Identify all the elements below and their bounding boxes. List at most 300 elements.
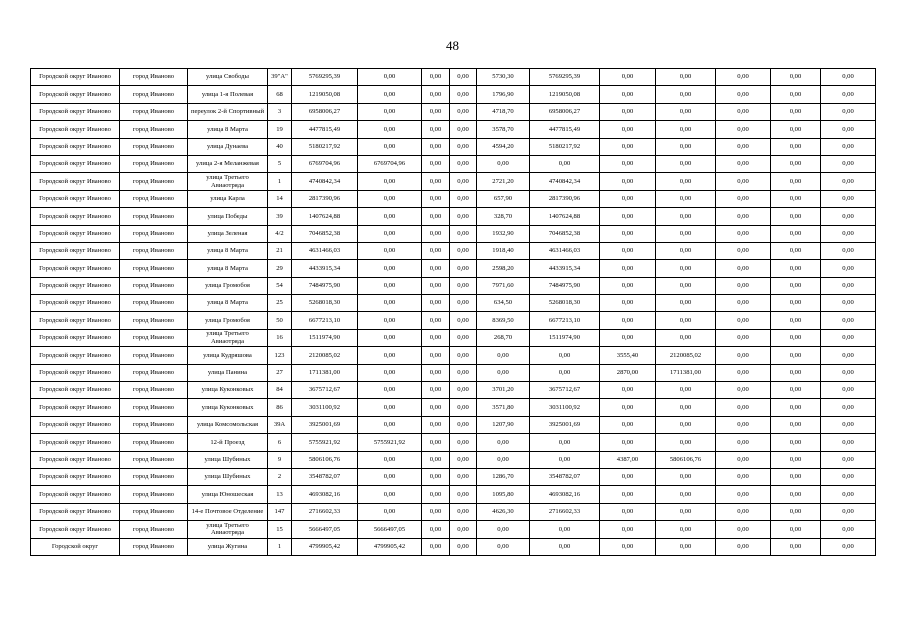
area-cell: 0,00 bbox=[600, 69, 656, 86]
municipality-cell: Городской округ Иваново bbox=[31, 208, 120, 225]
municipality-cell: Городской округ Иваново bbox=[31, 486, 120, 503]
municipality-cell: Городской округ Иваново bbox=[31, 347, 120, 364]
amount-cell: 0,00 bbox=[422, 538, 450, 555]
amount-cell: 0,00 bbox=[771, 121, 821, 138]
municipality-cell: Городской округ Иваново bbox=[31, 416, 120, 433]
settlement-cell: город Иваново bbox=[120, 399, 188, 416]
amount-cell: 0,00 bbox=[716, 155, 771, 172]
amount-cell: 0,00 bbox=[422, 521, 450, 538]
amount-cell: 0,00 bbox=[771, 242, 821, 259]
municipality-cell: Городской округ Иваново bbox=[31, 138, 120, 155]
house-number-cell: 29 bbox=[268, 260, 292, 277]
table-row bbox=[31, 295, 876, 312]
street-cell: улица 8 Марта bbox=[188, 295, 268, 312]
amount-cell: 1711381,00 bbox=[656, 364, 716, 381]
municipality-cell: Городской округ Иваново bbox=[31, 468, 120, 485]
amount-cell: 0,00 bbox=[771, 451, 821, 468]
amount-cell: 0,00 bbox=[716, 295, 771, 312]
amount-cell: 0,00 bbox=[771, 521, 821, 538]
amount-cell: 0,00 bbox=[821, 208, 876, 225]
total-cost-cell: 6769704,96 bbox=[292, 155, 358, 172]
amount-cell: 0,00 bbox=[771, 155, 821, 172]
table-row bbox=[31, 260, 876, 277]
municipality-cell: Городской округ Иваново bbox=[31, 434, 120, 451]
amount-cell: 0,00 bbox=[422, 364, 450, 381]
amount-cell: 0,00 bbox=[656, 538, 716, 555]
area-cell: 0,00 bbox=[600, 190, 656, 207]
amount-cell: 0,00 bbox=[358, 364, 422, 381]
amount-cell: 0,00 bbox=[656, 225, 716, 242]
amount-cell: 0,00 bbox=[821, 399, 876, 416]
total-cost-cell: 3548782,07 bbox=[292, 468, 358, 485]
amount-cell: 0,00 bbox=[358, 468, 422, 485]
amount-cell: 0,00 bbox=[450, 486, 477, 503]
amount-cell: 0,00 bbox=[821, 451, 876, 468]
table-row bbox=[31, 364, 876, 381]
municipality-cell: Городской округ Иваново bbox=[31, 503, 120, 520]
amount-cell: 0,00 bbox=[771, 434, 821, 451]
area-cell: 0,00 bbox=[600, 434, 656, 451]
street-cell: 12-й Проезд bbox=[188, 434, 268, 451]
settlement-cell: город Иваново bbox=[120, 364, 188, 381]
settlement-cell: город Иваново bbox=[120, 138, 188, 155]
amount-cell: 7046852,38 bbox=[530, 225, 600, 242]
table-row bbox=[31, 103, 876, 120]
amount-cell: 0,00 bbox=[656, 486, 716, 503]
amount-cell: 4433915,34 bbox=[530, 260, 600, 277]
amount-cell: 0,00 bbox=[656, 416, 716, 433]
amount-cell: 0,00 bbox=[450, 103, 477, 120]
municipality-cell: Городской округ Иваново bbox=[31, 399, 120, 416]
table-row bbox=[31, 347, 876, 364]
table-row bbox=[31, 69, 876, 86]
total-cost-cell: 6677213,10 bbox=[292, 312, 358, 329]
municipality-cell: Городской округ Иваново bbox=[31, 103, 120, 120]
page-number: 48 bbox=[446, 38, 459, 53]
municipality-cell: Городской округ Иваново bbox=[31, 242, 120, 259]
area-cell: 0,00 bbox=[477, 347, 530, 364]
total-cost-cell: 4799905,42 bbox=[292, 538, 358, 555]
amount-cell: 0,00 bbox=[358, 260, 422, 277]
amount-cell: 0,00 bbox=[716, 468, 771, 485]
area-cell: 3571,80 bbox=[477, 399, 530, 416]
amount-cell: 0,00 bbox=[821, 382, 876, 399]
table-row bbox=[31, 521, 876, 538]
settlement-cell: город Иваново bbox=[120, 225, 188, 242]
total-cost-cell: 6958006,27 bbox=[292, 103, 358, 120]
street-cell: улица Громобоя bbox=[188, 277, 268, 294]
amount-cell: 0,00 bbox=[771, 295, 821, 312]
area-cell: 328,70 bbox=[477, 208, 530, 225]
amount-cell: 0,00 bbox=[358, 312, 422, 329]
amount-cell: 0,00 bbox=[716, 399, 771, 416]
total-cost-cell: 5755921,92 bbox=[292, 434, 358, 451]
amount-cell: 0,00 bbox=[656, 242, 716, 259]
amount-cell: 0,00 bbox=[716, 486, 771, 503]
amount-cell: 0,00 bbox=[422, 138, 450, 155]
amount-cell: 0,00 bbox=[771, 208, 821, 225]
street-cell: улица Шубиных bbox=[188, 451, 268, 468]
amount-cell: 0,00 bbox=[821, 434, 876, 451]
amount-cell: 0,00 bbox=[422, 86, 450, 103]
area-cell: 0,00 bbox=[600, 312, 656, 329]
amount-cell: 0,00 bbox=[656, 521, 716, 538]
amount-cell: 0,00 bbox=[656, 312, 716, 329]
street-cell: улица Юношеская bbox=[188, 486, 268, 503]
amount-cell: 0,00 bbox=[450, 242, 477, 259]
amount-cell: 0,00 bbox=[716, 347, 771, 364]
amount-cell: 0,00 bbox=[422, 329, 450, 346]
amount-cell: 0,00 bbox=[716, 382, 771, 399]
area-cell: 0,00 bbox=[477, 434, 530, 451]
amount-cell: 0,00 bbox=[422, 486, 450, 503]
amount-cell: 0,00 bbox=[656, 277, 716, 294]
total-cost-cell: 5268018,30 bbox=[292, 295, 358, 312]
amount-cell: 0,00 bbox=[450, 208, 477, 225]
amount-cell: 0,00 bbox=[771, 416, 821, 433]
total-cost-cell: 1219050,08 bbox=[292, 86, 358, 103]
total-cost-cell: 3675712,67 bbox=[292, 382, 358, 399]
amount-cell: 0,00 bbox=[358, 208, 422, 225]
amount-cell: 0,00 bbox=[771, 173, 821, 190]
amount-cell: 0,00 bbox=[422, 277, 450, 294]
table-row bbox=[31, 225, 876, 242]
amount-cell: 0,00 bbox=[821, 138, 876, 155]
amount-cell: 0,00 bbox=[358, 103, 422, 120]
area-cell: 0,00 bbox=[600, 121, 656, 138]
table-row bbox=[31, 312, 876, 329]
municipality-cell: Городской округ Иваново bbox=[31, 155, 120, 172]
area-cell: 0,00 bbox=[600, 225, 656, 242]
house-number-cell: 25 bbox=[268, 295, 292, 312]
municipality-cell: Городской округ Иваново bbox=[31, 312, 120, 329]
amount-cell: 0,00 bbox=[771, 138, 821, 155]
table-body bbox=[31, 69, 876, 556]
area-cell: 2598,20 bbox=[477, 260, 530, 277]
area-cell: 3578,70 bbox=[477, 121, 530, 138]
street-cell: переулок 2-й Спортивный bbox=[188, 103, 268, 120]
amount-cell: 0,00 bbox=[716, 190, 771, 207]
amount-cell: 0,00 bbox=[716, 416, 771, 433]
amount-cell: 2120085,02 bbox=[656, 347, 716, 364]
settlement-cell: город Иваново bbox=[120, 329, 188, 346]
amount-cell: 0,00 bbox=[422, 208, 450, 225]
amount-cell: 0,00 bbox=[716, 208, 771, 225]
area-cell: 0,00 bbox=[600, 86, 656, 103]
amount-cell: 0,00 bbox=[771, 69, 821, 86]
area-cell: 0,00 bbox=[600, 173, 656, 190]
amount-cell: 0,00 bbox=[450, 295, 477, 312]
area-cell: 0,00 bbox=[600, 329, 656, 346]
amount-cell: 0,00 bbox=[450, 347, 477, 364]
street-cell: улица Третьего Авиаотряда bbox=[188, 329, 268, 346]
table-row bbox=[31, 277, 876, 294]
street-cell: улица Жугина bbox=[188, 538, 268, 555]
total-cost-cell: 2120085,02 bbox=[292, 347, 358, 364]
area-cell: 0,00 bbox=[600, 486, 656, 503]
house-number-cell: 3 bbox=[268, 103, 292, 120]
amount-cell: 0,00 bbox=[656, 138, 716, 155]
settlement-cell: город Иваново bbox=[120, 521, 188, 538]
amount-cell: 0,00 bbox=[821, 468, 876, 485]
area-cell: 1286,70 bbox=[477, 468, 530, 485]
amount-cell: 5755921,92 bbox=[358, 434, 422, 451]
amount-cell: 0,00 bbox=[450, 190, 477, 207]
street-cell: улица Комсомольская bbox=[188, 416, 268, 433]
settlement-cell: город Иваново bbox=[120, 173, 188, 190]
amount-cell: 0,00 bbox=[358, 416, 422, 433]
amount-cell: 0,00 bbox=[530, 521, 600, 538]
table-row bbox=[31, 208, 876, 225]
total-cost-cell: 5666497,05 bbox=[292, 521, 358, 538]
amount-cell: 6677213,10 bbox=[530, 312, 600, 329]
table-row bbox=[31, 451, 876, 468]
area-cell: 1095,80 bbox=[477, 486, 530, 503]
street-cell: улица 8 Марта bbox=[188, 260, 268, 277]
amount-cell: 0,00 bbox=[530, 364, 600, 381]
amount-cell: 0,00 bbox=[450, 503, 477, 520]
settlement-cell: город Иваново bbox=[120, 295, 188, 312]
amount-cell: 0,00 bbox=[422, 399, 450, 416]
amount-cell: 0,00 bbox=[821, 364, 876, 381]
amount-cell: 0,00 bbox=[821, 347, 876, 364]
amount-cell: 0,00 bbox=[656, 295, 716, 312]
amount-cell: 4477815,49 bbox=[530, 121, 600, 138]
area-cell: 0,00 bbox=[600, 260, 656, 277]
amount-cell: 0,00 bbox=[358, 69, 422, 86]
municipality-cell: Городской округ Иваново bbox=[31, 190, 120, 207]
amount-cell: 0,00 bbox=[530, 155, 600, 172]
house-number-cell: 39"А" bbox=[268, 69, 292, 86]
settlement-cell: город Иваново bbox=[120, 434, 188, 451]
table-row bbox=[31, 382, 876, 399]
amount-cell: 0,00 bbox=[716, 69, 771, 86]
house-number-cell: 1 bbox=[268, 173, 292, 190]
amount-cell: 0,00 bbox=[422, 260, 450, 277]
table-row bbox=[31, 86, 876, 103]
amount-cell: 0,00 bbox=[771, 329, 821, 346]
amount-cell: 7484975,90 bbox=[530, 277, 600, 294]
amount-cell: 0,00 bbox=[656, 121, 716, 138]
amount-cell: 5180217,92 bbox=[530, 138, 600, 155]
amount-cell: 5806106,76 bbox=[656, 451, 716, 468]
amount-cell: 0,00 bbox=[716, 503, 771, 520]
table-row bbox=[31, 503, 876, 520]
amount-cell: 0,00 bbox=[656, 468, 716, 485]
area-cell: 0,00 bbox=[600, 416, 656, 433]
settlement-cell: город Иваново bbox=[120, 277, 188, 294]
total-cost-cell: 3031100,92 bbox=[292, 399, 358, 416]
municipality-cell: Городской округ Иваново bbox=[31, 329, 120, 346]
house-number-cell: 14 bbox=[268, 190, 292, 207]
amount-cell: 0,00 bbox=[656, 103, 716, 120]
total-cost-cell: 5180217,92 bbox=[292, 138, 358, 155]
amount-cell: 0,00 bbox=[450, 312, 477, 329]
total-cost-cell: 4477815,49 bbox=[292, 121, 358, 138]
amount-cell: 2716602,33 bbox=[530, 503, 600, 520]
amount-cell: 0,00 bbox=[821, 277, 876, 294]
street-cell: улица Зеленая bbox=[188, 225, 268, 242]
house-number-cell: 21 bbox=[268, 242, 292, 259]
amount-cell: 0,00 bbox=[716, 86, 771, 103]
amount-cell: 0,00 bbox=[716, 451, 771, 468]
house-number-cell: 40 bbox=[268, 138, 292, 155]
table-row bbox=[31, 486, 876, 503]
amount-cell: 0,00 bbox=[716, 260, 771, 277]
amount-cell: 0,00 bbox=[821, 503, 876, 520]
settlement-cell: город Иваново bbox=[120, 382, 188, 399]
area-cell: 5730,30 bbox=[477, 69, 530, 86]
street-cell: улица Свободы bbox=[188, 69, 268, 86]
total-cost-cell: 4740842,34 bbox=[292, 173, 358, 190]
amount-cell: 5769295,39 bbox=[530, 69, 600, 86]
amount-cell: 0,00 bbox=[656, 190, 716, 207]
area-cell: 657,90 bbox=[477, 190, 530, 207]
amount-cell: 0,00 bbox=[450, 173, 477, 190]
street-cell: улица Громобоя bbox=[188, 312, 268, 329]
settlement-cell: город Иваново bbox=[120, 312, 188, 329]
municipality-cell: Городской округ Иваново bbox=[31, 225, 120, 242]
amount-cell: 0,00 bbox=[450, 69, 477, 86]
amount-cell: 0,00 bbox=[716, 121, 771, 138]
settlement-cell: город Иваново bbox=[120, 347, 188, 364]
amount-cell: 4693082,16 bbox=[530, 486, 600, 503]
amount-cell: 0,00 bbox=[358, 295, 422, 312]
amount-cell: 0,00 bbox=[422, 173, 450, 190]
area-cell: 0,00 bbox=[600, 503, 656, 520]
area-cell: 0,00 bbox=[600, 382, 656, 399]
table-row bbox=[31, 121, 876, 138]
settlement-cell: город Иваново bbox=[120, 468, 188, 485]
amount-cell: 0,00 bbox=[821, 486, 876, 503]
municipality-cell: Городской округ Иваново bbox=[31, 277, 120, 294]
area-cell: 0,00 bbox=[600, 138, 656, 155]
settlement-cell: город Иваново bbox=[120, 155, 188, 172]
amount-cell: 0,00 bbox=[450, 382, 477, 399]
amount-cell: 0,00 bbox=[656, 69, 716, 86]
settlement-cell: город Иваново bbox=[120, 242, 188, 259]
amount-cell: 4631466,03 bbox=[530, 242, 600, 259]
amount-cell: 2817390,96 bbox=[530, 190, 600, 207]
amount-cell: 0,00 bbox=[716, 138, 771, 155]
area-cell: 0,00 bbox=[600, 242, 656, 259]
amount-cell: 0,00 bbox=[450, 225, 477, 242]
amount-cell: 4799905,42 bbox=[358, 538, 422, 555]
settlement-cell: город Иваново bbox=[120, 121, 188, 138]
total-cost-cell: 2716602,33 bbox=[292, 503, 358, 520]
house-number-cell: 147 bbox=[268, 503, 292, 520]
total-cost-cell: 1711381,00 bbox=[292, 364, 358, 381]
amount-cell: 0,00 bbox=[716, 103, 771, 120]
amount-cell: 0,00 bbox=[358, 347, 422, 364]
settlement-cell: город Иваново bbox=[120, 538, 188, 555]
amount-cell: 0,00 bbox=[821, 260, 876, 277]
municipality-cell: Городской округ Иваново bbox=[31, 364, 120, 381]
area-cell: 1918,40 bbox=[477, 242, 530, 259]
amount-cell: 0,00 bbox=[771, 103, 821, 120]
house-number-cell: 86 bbox=[268, 399, 292, 416]
area-cell: 268,70 bbox=[477, 329, 530, 346]
settlement-cell: город Иваново bbox=[120, 416, 188, 433]
amount-cell: 0,00 bbox=[821, 121, 876, 138]
amount-cell: 0,00 bbox=[358, 486, 422, 503]
house-number-cell: 39А bbox=[268, 416, 292, 433]
area-cell: 4718,70 bbox=[477, 103, 530, 120]
amount-cell: 0,00 bbox=[821, 329, 876, 346]
area-cell: 0,00 bbox=[477, 364, 530, 381]
amount-cell: 0,00 bbox=[716, 538, 771, 555]
total-cost-cell: 5769295,39 bbox=[292, 69, 358, 86]
area-cell: 0,00 bbox=[600, 103, 656, 120]
area-cell: 3555,40 bbox=[600, 347, 656, 364]
settlement-cell: город Иваново bbox=[120, 486, 188, 503]
amount-cell: 1511974,90 bbox=[530, 329, 600, 346]
amount-cell: 0,00 bbox=[771, 503, 821, 520]
house-number-cell: 123 bbox=[268, 347, 292, 364]
amount-cell: 0,00 bbox=[530, 538, 600, 555]
house-number-cell: 19 bbox=[268, 121, 292, 138]
table-row bbox=[31, 538, 876, 555]
amount-cell: 0,00 bbox=[450, 329, 477, 346]
amount-cell: 0,00 bbox=[821, 190, 876, 207]
amount-cell: 0,00 bbox=[358, 503, 422, 520]
table-row bbox=[31, 155, 876, 172]
amount-cell: 0,00 bbox=[422, 103, 450, 120]
area-cell: 4594,20 bbox=[477, 138, 530, 155]
amount-cell: 0,00 bbox=[656, 173, 716, 190]
street-cell: улица Третьего Авиаотряда bbox=[188, 173, 268, 190]
municipality-cell: Городской округ bbox=[31, 538, 120, 555]
amount-cell: 0,00 bbox=[450, 364, 477, 381]
amount-cell: 0,00 bbox=[422, 434, 450, 451]
amount-cell: 0,00 bbox=[656, 155, 716, 172]
amount-cell: 0,00 bbox=[656, 399, 716, 416]
amount-cell: 1219050,08 bbox=[530, 86, 600, 103]
street-cell: улица Кудряшова bbox=[188, 347, 268, 364]
total-cost-cell: 7046852,38 bbox=[292, 225, 358, 242]
street-cell: 14-е Почтовое Отделение bbox=[188, 503, 268, 520]
street-cell: улица Третьего Авиаотряда bbox=[188, 521, 268, 538]
amount-cell: 0,00 bbox=[821, 521, 876, 538]
amount-cell: 3031100,92 bbox=[530, 399, 600, 416]
amount-cell: 0,00 bbox=[358, 138, 422, 155]
amount-cell: 0,00 bbox=[771, 190, 821, 207]
amount-cell: 0,00 bbox=[422, 312, 450, 329]
house-number-cell: 15 bbox=[268, 521, 292, 538]
amount-cell: 0,00 bbox=[656, 260, 716, 277]
house-number-cell: 4/2 bbox=[268, 225, 292, 242]
table-row bbox=[31, 329, 876, 346]
municipality-cell: Городской округ Иваново bbox=[31, 260, 120, 277]
amount-cell: 0,00 bbox=[821, 155, 876, 172]
amount-cell: 0,00 bbox=[656, 382, 716, 399]
street-cell: улица 2-я Меланжевая bbox=[188, 155, 268, 172]
amount-cell: 0,00 bbox=[656, 208, 716, 225]
municipality-cell: Городской округ Иваново bbox=[31, 173, 120, 190]
area-cell: 1207,90 bbox=[477, 416, 530, 433]
amount-cell: 3925001,69 bbox=[530, 416, 600, 433]
amount-cell: 0,00 bbox=[656, 329, 716, 346]
house-number-cell: 39 bbox=[268, 208, 292, 225]
house-number-cell: 9 bbox=[268, 451, 292, 468]
street-cell: улица Куконковых bbox=[188, 382, 268, 399]
amount-cell: 0,00 bbox=[821, 225, 876, 242]
amount-cell: 5666497,05 bbox=[358, 521, 422, 538]
total-cost-cell: 4693082,16 bbox=[292, 486, 358, 503]
house-number-cell: 13 bbox=[268, 486, 292, 503]
area-cell: 0,00 bbox=[600, 538, 656, 555]
area-cell: 0,00 bbox=[600, 399, 656, 416]
